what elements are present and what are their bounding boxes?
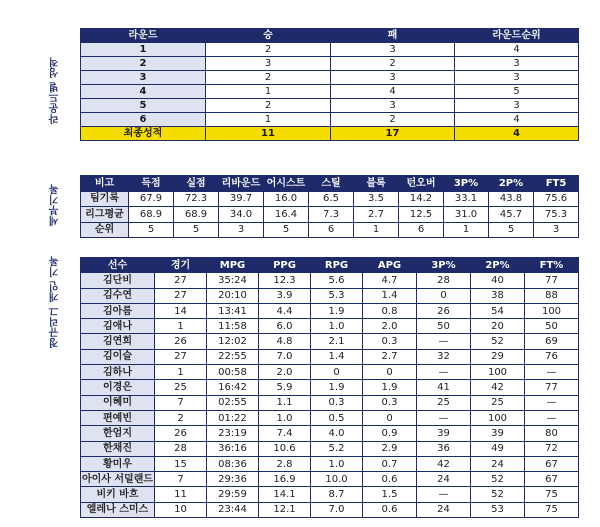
detail-row (81, 222, 579, 238)
player-cell: 00:58 (207, 365, 259, 380)
player-cell: 39 (471, 426, 525, 441)
player-cell: 75 (525, 487, 579, 502)
player-cell: — (417, 487, 471, 502)
player-cell: 38 (471, 288, 525, 303)
player-cell: 26 (155, 426, 207, 441)
player-cell: 7.0 (259, 349, 311, 364)
detail-cell: 순위 (81, 222, 129, 238)
player-cell: 29:36 (207, 472, 259, 487)
player-cell: 2.7 (363, 349, 417, 364)
round-header-cell: 승 (206, 29, 331, 43)
player-row (81, 472, 579, 487)
round-cell: 1 (81, 43, 206, 57)
player-cell: 11:58 (207, 319, 259, 334)
round-cell: 5 (455, 85, 579, 99)
players-section-label (48, 257, 62, 347)
detail-cell: 2.7 (354, 207, 399, 223)
detail-cell: 5 (174, 222, 219, 238)
player-cell: 25 (155, 380, 207, 395)
player-cell: 36:16 (207, 441, 259, 456)
detail-cell: 16.4 (264, 207, 309, 223)
round-cell: 2 (331, 57, 455, 71)
player-cell: 비키 바흐 (81, 487, 155, 502)
player-cell: 52 (471, 334, 525, 349)
player-header-cell: APG (363, 258, 417, 273)
player-row (81, 273, 579, 288)
player-cell: 14 (155, 303, 207, 318)
round-cell: 3 (455, 57, 579, 71)
player-cell: 1.4 (363, 288, 417, 303)
player-cell: 0.8 (363, 303, 417, 318)
player-cell: 100 (471, 365, 525, 380)
player-cell: 2 (155, 410, 207, 425)
player-cell: 1 (155, 365, 207, 380)
player-cell: 김아름 (81, 303, 155, 318)
player-cell: 88 (525, 288, 579, 303)
detail-cell: 43.8 (489, 191, 534, 207)
player-cell: 29 (471, 349, 525, 364)
player-cell: 76 (525, 349, 579, 364)
detail-cell: 39.7 (219, 191, 264, 207)
player-row (81, 365, 579, 380)
player-cell: 26 (155, 334, 207, 349)
player-cell: 5.3 (311, 288, 363, 303)
detail-section-label (48, 175, 62, 235)
player-cell: 24 (471, 456, 525, 471)
player-cell: 12.1 (259, 502, 311, 517)
detail-cell: 6.5 (309, 191, 354, 207)
player-row (81, 395, 579, 410)
detail-header-cell: 리바운드 (219, 176, 264, 192)
player-cell: 01:22 (207, 410, 259, 425)
player-cell: 23:19 (207, 426, 259, 441)
detail-cell: 리그평균 (81, 207, 129, 223)
detail-row (81, 191, 579, 207)
player-cell: 1.4 (311, 349, 363, 364)
detail-cell: 1 (354, 222, 399, 238)
detail-cell: 팀기록 (81, 191, 129, 207)
round-cell: 5 (81, 99, 206, 113)
detail-cell: 33.1 (444, 191, 489, 207)
player-cell: 67 (525, 472, 579, 487)
detail-cell: 3 (219, 222, 264, 238)
player-cell: 12.3 (259, 273, 311, 288)
player-row (81, 319, 579, 334)
round-cell: 3 (455, 71, 579, 85)
round-final-row (81, 127, 579, 141)
detail-cell: 6 (309, 222, 354, 238)
player-cell: 13:41 (207, 303, 259, 318)
round-row (81, 71, 579, 85)
player-cell: 1 (155, 319, 207, 334)
round-row (81, 113, 579, 127)
player-cell: 15 (155, 456, 207, 471)
player-cell: 김수연 (81, 288, 155, 303)
player-cell: 황미우 (81, 456, 155, 471)
detail-header-cell: 2P% (489, 176, 534, 192)
detail-header-cell: 턴오버 (399, 176, 444, 192)
player-cell: 7 (155, 472, 207, 487)
player-row (81, 441, 579, 456)
detail-cell: 45.7 (489, 207, 534, 223)
round-table (80, 28, 579, 141)
round-final-cell: 11 (206, 127, 331, 141)
player-cell: 7 (155, 395, 207, 410)
detail-cell: 5 (129, 222, 174, 238)
detail-cell: 75.6 (534, 191, 579, 207)
player-cell: 50 (525, 319, 579, 334)
detail-cell: 3 (534, 222, 579, 238)
round-section-text: 라운드별 성적 (49, 57, 61, 124)
player-cell: 김애나 (81, 319, 155, 334)
detail-header-cell: FT5 (534, 176, 579, 192)
player-cell: 6.0 (259, 319, 311, 334)
detail-table (80, 175, 579, 238)
player-cell: 0 (363, 365, 417, 380)
player-cell: 1.9 (363, 380, 417, 395)
detail-cell: 16.0 (264, 191, 309, 207)
player-row (81, 349, 579, 364)
player-cell: 27 (155, 288, 207, 303)
round-cell: 2 (81, 57, 206, 71)
player-header-cell: 2P% (471, 258, 525, 273)
player-cell: 36 (417, 441, 471, 456)
round-row (81, 99, 579, 113)
round-header-cell: 라운드순위 (455, 29, 579, 43)
detail-header-cell: 득점 (129, 176, 174, 192)
detail-cell: 68.9 (129, 207, 174, 223)
round-cell: 4 (455, 43, 579, 57)
player-cell: 77 (525, 273, 579, 288)
player-cell: 22:55 (207, 349, 259, 364)
player-row (81, 334, 579, 349)
player-cell: 100 (471, 410, 525, 425)
player-cell: 한채진 (81, 441, 155, 456)
round-cell: 4 (455, 113, 579, 127)
player-cell: 29:59 (207, 487, 259, 502)
player-cell: 0 (311, 365, 363, 380)
detail-cell: 72.3 (174, 191, 219, 207)
player-cell: 50 (417, 319, 471, 334)
detail-header-cell: 블록 (354, 176, 399, 192)
player-cell: 2.8 (259, 456, 311, 471)
player-cell: 20:10 (207, 288, 259, 303)
player-cell: 28 (155, 441, 207, 456)
detail-cell: 34.0 (219, 207, 264, 223)
detail-cell: 31.0 (444, 207, 489, 223)
player-header-cell: FT% (525, 258, 579, 273)
player-cell: 27 (155, 273, 207, 288)
player-cell: 69 (525, 334, 579, 349)
round-cell: 1 (206, 113, 331, 127)
round-cell: 3 (331, 71, 455, 85)
round-cell: 3 (331, 43, 455, 57)
player-cell: 4.4 (259, 303, 311, 318)
player-cell: 7.4 (259, 426, 311, 441)
player-cell: 14.1 (259, 487, 311, 502)
player-cell: 5.9 (259, 380, 311, 395)
detail-header-cell: 비고 (81, 176, 129, 192)
round-cell: 3 (331, 99, 455, 113)
player-cell: 1.0 (259, 410, 311, 425)
player-cell: 11 (155, 487, 207, 502)
player-cell: 16:42 (207, 380, 259, 395)
detail-cell: 3.5 (354, 191, 399, 207)
player-cell: 0.9 (363, 426, 417, 441)
player-cell: 5.6 (311, 273, 363, 288)
round-header-row (81, 29, 579, 43)
player-cell: 27 (155, 349, 207, 364)
player-cell: 0.3 (363, 395, 417, 410)
player-cell: 4.8 (259, 334, 311, 349)
player-cell: — (525, 410, 579, 425)
player-row (81, 487, 579, 502)
player-cell: 49 (471, 441, 525, 456)
player-cell: 김단비 (81, 273, 155, 288)
player-cell: 25 (417, 395, 471, 410)
player-cell: 39 (417, 426, 471, 441)
round-cell: 2 (206, 71, 331, 85)
player-header-cell: MPG (207, 258, 259, 273)
player-cell: 54 (471, 303, 525, 318)
player-cell: 한엄지 (81, 426, 155, 441)
player-row (81, 303, 579, 318)
player-cell: 1.0 (311, 319, 363, 334)
player-cell: 7.0 (311, 502, 363, 517)
player-cell: 1.9 (311, 303, 363, 318)
player-cell: 1.9 (311, 380, 363, 395)
round-final-cell: 4 (455, 127, 579, 141)
detail-header-cell: 스틸 (309, 176, 354, 192)
player-cell: 0 (363, 410, 417, 425)
player-cell: — (525, 365, 579, 380)
detail-cell: 75.3 (534, 207, 579, 223)
player-header-row (81, 258, 579, 273)
round-cell: 3 (455, 99, 579, 113)
player-cell: 2.9 (363, 441, 417, 456)
player-cell: 10 (155, 502, 207, 517)
player-cell: 3.9 (259, 288, 311, 303)
player-cell: — (417, 334, 471, 349)
round-cell: 4 (81, 85, 206, 99)
detail-cell: 6 (399, 222, 444, 238)
player-row (81, 288, 579, 303)
player-cell: 4.0 (311, 426, 363, 441)
player-cell: 0.3 (363, 334, 417, 349)
player-cell: 16.9 (259, 472, 311, 487)
player-cell: 엘레나 스미스 (81, 502, 155, 517)
player-cell: 28 (417, 273, 471, 288)
round-row (81, 85, 579, 99)
detail-cell: 5 (489, 222, 534, 238)
player-cell: 40 (471, 273, 525, 288)
player-cell: 42 (471, 380, 525, 395)
player-cell: 편예빈 (81, 410, 155, 425)
player-cell: 8.7 (311, 487, 363, 502)
round-row (81, 57, 579, 71)
player-cell: 52 (471, 472, 525, 487)
player-cell: 0 (417, 288, 471, 303)
player-cell: 2.1 (311, 334, 363, 349)
player-cell: 0.5 (311, 410, 363, 425)
detail-cell: 5 (264, 222, 309, 238)
player-cell: 10.6 (259, 441, 311, 456)
player-cell: 23:44 (207, 502, 259, 517)
player-cell: 32 (417, 349, 471, 364)
detail-cell: 67.9 (129, 191, 174, 207)
player-cell: — (525, 395, 579, 410)
round-final-cell: 17 (331, 127, 455, 141)
player-row (81, 456, 579, 471)
player-cell: 26 (417, 303, 471, 318)
player-cell: 1.0 (311, 456, 363, 471)
player-header-cell: PPG (259, 258, 311, 273)
player-cell: 75 (525, 502, 579, 517)
player-row (81, 426, 579, 441)
detail-cell: 7.3 (309, 207, 354, 223)
player-cell: 김연희 (81, 334, 155, 349)
player-cell: 80 (525, 426, 579, 441)
player-cell: 41 (417, 380, 471, 395)
round-cell: 4 (331, 85, 455, 99)
detail-section-text: 세부기록 (49, 184, 61, 226)
player-cell: 0.6 (363, 472, 417, 487)
player-header-cell: RPG (311, 258, 363, 273)
player-cell: 100 (525, 303, 579, 318)
player-row (81, 502, 579, 517)
player-cell: 02:55 (207, 395, 259, 410)
player-cell: 52 (471, 487, 525, 502)
player-cell: — (417, 410, 471, 425)
round-cell: 2 (206, 99, 331, 113)
player-cell: 0.7 (363, 456, 417, 471)
player-cell: 25 (471, 395, 525, 410)
player-cell: 이경은 (81, 380, 155, 395)
player-cell: 42 (417, 456, 471, 471)
player-header-cell: 경기 (155, 258, 207, 273)
round-section-label (48, 28, 62, 153)
player-cell: 08:36 (207, 456, 259, 471)
player-cell: 53 (471, 502, 525, 517)
player-cell: 2.0 (363, 319, 417, 334)
detail-row (81, 207, 579, 223)
player-cell: 12:02 (207, 334, 259, 349)
round-header-cell: 라운드 (81, 29, 206, 43)
round-cell: 6 (81, 113, 206, 127)
round-cell: 3 (206, 57, 331, 71)
player-cell: 24 (417, 472, 471, 487)
player-cell: 1.1 (259, 395, 311, 410)
player-cell: 10.0 (311, 472, 363, 487)
round-cell: 2 (331, 113, 455, 127)
player-cell: 0.3 (311, 395, 363, 410)
player-cell: 67 (525, 456, 579, 471)
player-cell: 5.2 (311, 441, 363, 456)
round-final-cell: 최종성적 (81, 127, 206, 141)
player-header-cell: 3P% (417, 258, 471, 273)
player-row (81, 410, 579, 425)
player-cell: 0.6 (363, 502, 417, 517)
detail-header-cell: 3P% (444, 176, 489, 192)
player-cell: 24 (417, 502, 471, 517)
detail-header-cell: 어시스트 (264, 176, 309, 192)
player-cell: 77 (525, 380, 579, 395)
detail-cell: 14.2 (399, 191, 444, 207)
player-cell: 아이사 서덜랜드 (81, 472, 155, 487)
player-cell: — (417, 365, 471, 380)
round-cell: 1 (206, 85, 331, 99)
player-cell: 2.0 (259, 365, 311, 380)
round-header-cell: 패 (331, 29, 455, 43)
detail-header-cell: 실점 (174, 176, 219, 192)
round-cell: 2 (206, 43, 331, 57)
detail-cell: 68.9 (174, 207, 219, 223)
player-header-cell: 선수 (81, 258, 155, 273)
players-section-text: 정규리그 개인 기록 (49, 256, 61, 348)
detail-cell: 1 (444, 222, 489, 238)
round-row (81, 43, 579, 57)
player-cell: 이혜미 (81, 395, 155, 410)
detail-header-row (81, 176, 579, 192)
round-cell: 3 (81, 71, 206, 85)
player-cell: 4.7 (363, 273, 417, 288)
player-cell: 김이슬 (81, 349, 155, 364)
player-cell: 20 (471, 319, 525, 334)
player-cell: 김하나 (81, 365, 155, 380)
detail-cell: 12.5 (399, 207, 444, 223)
player-cell: 72 (525, 441, 579, 456)
player-table (80, 257, 579, 518)
player-row (81, 380, 579, 395)
player-cell: 1.5 (363, 487, 417, 502)
player-cell: 35:24 (207, 273, 259, 288)
